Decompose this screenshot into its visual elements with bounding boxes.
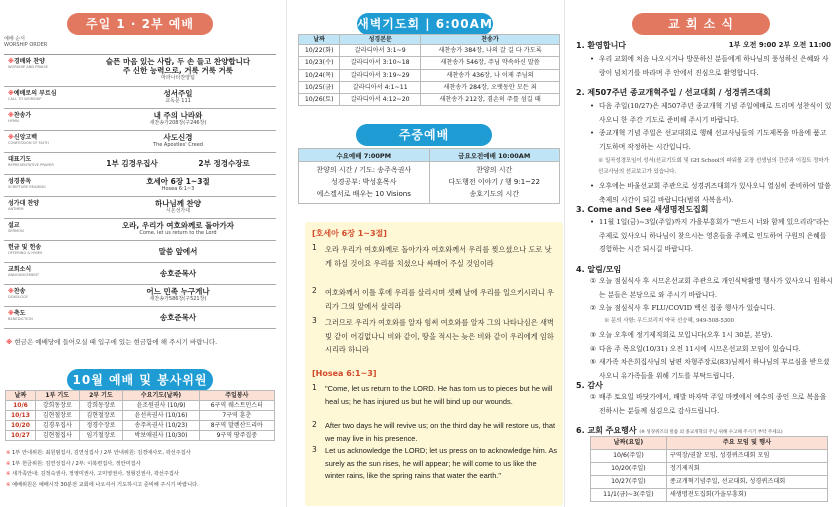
order-content: [82, 221, 274, 237]
order-label: [8, 244, 78, 256]
volunteer-note: [6, 469, 274, 480]
order-row: [4, 285, 276, 307]
order-row: [4, 153, 276, 175]
events-note: (※ 성경퀴즈의 말씀 외 종교개혁의 주님 위해 수고해 주시기 부탁 주세요): [639, 430, 783, 435]
order-label-ko: 설교: [8, 222, 20, 229]
order-label: [8, 222, 78, 234]
table-cell: 8구역 말렌산드리아: [199, 421, 274, 431]
order-sub: The Apostles' Creed: [153, 142, 203, 148]
order-row: [4, 175, 276, 197]
table-cell: 갈라디아서 4:1~11: [340, 81, 421, 93]
order-label-en: REPRESENTATIVE PRAYER: [8, 163, 54, 167]
worship-order-heading: 예배 순서 WORSHIP ORDER: [4, 36, 48, 48]
table-cell: 갈라디아서 4:12~20: [340, 94, 421, 106]
order-label-en: WORSHIP AND PRAISE: [8, 65, 48, 69]
table-header: 1부 기도: [35, 391, 79, 401]
table-cell: 윤조원권사 (10/9): [123, 401, 199, 411]
midweek-table: [298, 148, 560, 204]
order-content: [82, 57, 274, 82]
order-content: [82, 89, 274, 105]
star-icon: ※: [8, 58, 14, 65]
table-cell: 새찬송가 212장, 겸손히 주를 섬길 때: [421, 94, 560, 106]
order-label: [8, 90, 78, 102]
star-icon: ※: [8, 310, 14, 317]
volunteer-notes: [6, 448, 274, 490]
order-label-en: DOXOLOGY: [8, 295, 28, 299]
table-row: [299, 69, 560, 81]
table-row: [591, 476, 828, 489]
note-mark-icon: ※: [6, 481, 12, 488]
table-cell: 정기제직회: [666, 463, 827, 476]
order-main: 송호준목사: [159, 313, 197, 322]
table-header: 2부 기도: [79, 391, 123, 401]
section-notices-title: 4. 알림/모임: [576, 265, 622, 274]
note-mark-icon: ※: [6, 460, 12, 467]
order-row: [4, 87, 276, 109]
order-label-ko: 성경봉독: [8, 178, 32, 185]
worship-title: 주일 1 · 2부 예배: [67, 13, 213, 35]
table-cell: 정경수장로: [79, 421, 123, 431]
order-label: [8, 134, 78, 146]
table-cell: 박보애권사 (10/30): [123, 431, 199, 441]
offering-note: ※ 현금은 예배당에 들어오실 때 입구에 있는 현금함에 해 주시기 바랍니다.: [6, 338, 218, 346]
table-cell: 김현철집사: [35, 431, 79, 441]
table-cell: 10/22(화): [299, 45, 340, 57]
order-label: [8, 112, 78, 124]
order-label-en: SCRIPTURE READING: [8, 185, 46, 189]
table-cell: 종교개혁기념주일, 선교대회, 성경퀴즈대회: [666, 476, 827, 489]
order-content: [82, 287, 274, 303]
table-row: [6, 431, 275, 441]
note-mark-icon: ※: [6, 450, 12, 456]
order-label-en: ANTHEM: [8, 207, 24, 211]
table-header: 날짜(요일): [591, 437, 667, 450]
friday-header: 금요오전예배 10:00AM: [429, 149, 560, 162]
table-header: 찬송가: [421, 35, 560, 45]
table-cell: 강희동장로: [79, 401, 123, 411]
order-label-ko: 대표기도: [8, 156, 32, 163]
table-cell: 갈라디아서 3:10~18: [340, 57, 421, 69]
schedule-table: [5, 390, 275, 441]
events-table: [590, 436, 828, 502]
table-cell: 새찬송가 384장, 나의 갈 길 다 가도록: [421, 45, 560, 57]
news-title: 교 회 소 식: [632, 13, 770, 35]
table-cell: 윤선옥권사 (10/16): [123, 411, 199, 421]
table-header: 날짜: [299, 35, 340, 45]
order-sub: 시온성가대: [165, 208, 191, 214]
order-label-ko: 헌금 및 헌송: [8, 244, 42, 251]
column-divider: [564, 0, 565, 507]
table-cell: 갈라디아서 3:19~29: [340, 69, 421, 81]
order-row: [4, 55, 276, 87]
table-cell: 10/25(금): [299, 81, 340, 93]
section-reformation-title: 2. 제507주년 종교개혁주일 / 선교대회 / 성경퀴즈대회: [576, 88, 771, 97]
volunteer-note: [6, 459, 274, 470]
table-row: [591, 489, 828, 502]
section-thanks-title: 5. 감사: [576, 381, 603, 390]
table-cell: 강희동장로: [35, 401, 79, 411]
table-cell: 임기철장로: [79, 431, 123, 441]
dawn-prayer-title: 새벽기도회 | 6:00AM: [357, 13, 493, 35]
table-row: [6, 421, 275, 431]
order-main: 오라, 우리가 여호와께로 돌아가자: [121, 221, 235, 230]
order-row: [4, 131, 276, 153]
wednesday-header: 수요예배 7:00PM: [299, 149, 430, 162]
table-row: [6, 411, 275, 421]
order-right: 2부 정경수장로: [198, 159, 250, 168]
order-label-en: CONFESSION OF FAITH: [8, 141, 49, 145]
table-cell: 11/1(금)~3(주일): [591, 489, 667, 502]
order-content: [82, 133, 274, 149]
order-label: [8, 266, 78, 278]
order-row: [4, 109, 276, 131]
order-main: 송호준목사: [159, 269, 197, 278]
table-cell: 10/6(주일): [591, 450, 667, 463]
scripture-title-ko: [호세아 6장 1~3절]: [312, 229, 387, 238]
table-cell: 10/20(주일): [591, 463, 667, 476]
schedule-title: 10월 예배 및 봉사위원: [67, 369, 213, 391]
order-main: 슬픈 마음 있는 사람, 두 손 들고 찬양합니다: [105, 57, 251, 66]
star-icon: ※: [8, 288, 14, 295]
order-label-ko: 찬송: [13, 288, 26, 295]
volunteer-note: [6, 448, 274, 459]
order-label-ko: 교회소식: [8, 266, 32, 273]
order-main: 사도신경: [163, 133, 193, 142]
scripture-title-en: [Hosea 6:1~3]: [312, 369, 377, 378]
order-row: [4, 307, 276, 329]
wednesday-details: 찬양의 시간 / 기도: 송주옥권사 성경공부: 박성훈목사 에스겔서로 배우는 10 Visions: [299, 162, 430, 204]
friday-details: 찬양의 시간 다도행전 이야기 / 행 9:1~22 송호기도의 시간: [429, 162, 560, 204]
table-cell: 새찬송가 546장, 주님 약속하신 말씀: [421, 57, 560, 69]
order-label-en: SERMON: [8, 229, 24, 233]
order-sub: Come, let us return to the Lord: [139, 230, 217, 236]
order-main-2: 주 신한 능력으로, 거룩 거룩 거룩: [122, 66, 234, 75]
order-content: [82, 111, 274, 127]
table-cell: 10/6: [6, 401, 36, 411]
order-content: [82, 199, 274, 215]
order-row: [4, 219, 276, 241]
order-label-ko: 신앙고백: [13, 134, 38, 141]
table-header: 수요기도(날짜): [123, 391, 199, 401]
table-cell: 10/27(주일): [591, 476, 667, 489]
table-cell: 김현철장로: [79, 411, 123, 421]
table-cell: 10/23(수): [299, 57, 340, 69]
order-label: [8, 156, 78, 168]
order-label-ko: 찬송가: [13, 112, 32, 119]
order-content: [82, 177, 274, 193]
order-main: 어느 민족 누구게나: [146, 287, 210, 296]
volunteer-note-text: 예배위원은 예배시작 30분전 교회에 나오셔서 기도하시고 준비해 주시기 바랍니다.: [12, 481, 199, 488]
order-label: [8, 200, 78, 212]
order-label: [8, 288, 78, 300]
star-icon: ※: [8, 112, 14, 119]
table-cell: 구역장/권찰 모임, 성경퀴즈대회 모임: [666, 450, 827, 463]
order-main: 말씀 앞에서: [158, 247, 198, 256]
column-divider: [286, 0, 287, 507]
volunteer-note-text: 새가족안내: 김정숙권사, 정영미권사, 고미영권사, 정형진권사, 곽선주집사: [12, 471, 179, 478]
table-header: 주요 모임 및 행사: [666, 437, 827, 450]
volunteer-note-text: 1부 안내위원: 최원범집사, 김연성집사 / 2부 안내위원: 김경애사모, 곽선주집사: [12, 450, 191, 456]
section-events-title: 6. 교회 주요행사 (※ 성경퀴즈의 말씀 외 종교개혁의 주님 위해 수고해 주시기 부탁 주세요): [576, 426, 783, 435]
star-icon: ※: [8, 134, 14, 141]
order-label-ko: 성가대 찬양: [8, 200, 40, 207]
table-cell: 10/24(목): [299, 69, 340, 81]
section-revival-title: 3. Come and See 새생명전도집회: [576, 205, 709, 214]
order-main: 호세아 6장 1~3절: [146, 177, 210, 186]
order-sub: 마라나타찬양팀: [161, 75, 195, 81]
order-main: 성서주일: [163, 89, 193, 98]
order-sub: Hosea 6:1~3: [161, 186, 195, 192]
table-row: [299, 94, 560, 106]
order-label: [8, 58, 78, 70]
order-row: [4, 197, 276, 219]
table-header: 주일봉사: [199, 391, 274, 401]
order-label-en: CALL TO WORSHIP: [8, 97, 42, 101]
table-row: [6, 401, 275, 411]
table-row: [299, 57, 560, 69]
table-header: 날짜: [6, 391, 36, 401]
table-cell: 10/27: [6, 431, 36, 441]
order-sub: 교독문 111: [165, 98, 191, 104]
table-cell: 6구역 웨스트민스터: [199, 401, 274, 411]
worship-order-list: [4, 54, 276, 329]
order-content: [82, 247, 274, 256]
order-label-en: BENEDICTION: [8, 317, 33, 321]
table-cell: 김경우집사: [35, 421, 79, 431]
table-cell: 송주옥권사 (10/23): [123, 421, 199, 431]
order-sub: 새찬송가208장(구246장): [149, 120, 207, 126]
table-row: [591, 450, 828, 463]
table-row: [299, 81, 560, 93]
table-cell: 10/20: [6, 421, 36, 431]
section-welcome-title: 1. 환영합니다: [576, 41, 627, 50]
table-cell: 10/13: [6, 411, 36, 421]
worship-times: 1부 오전 9:00 2부 오전 11:00: [728, 41, 831, 49]
table-header: 성경본문: [340, 35, 421, 45]
note-mark-icon: ※: [6, 471, 12, 478]
volunteer-note: [6, 480, 274, 491]
order-label-ko: 경배와 찬양: [13, 58, 45, 65]
order-label-ko: 예배로의 부르심: [13, 90, 57, 97]
table-row: [299, 45, 560, 57]
order-content: [82, 159, 274, 168]
order-row: [4, 263, 276, 285]
order-sub: 새찬송가586장(구521장): [149, 296, 207, 302]
table-row: [591, 463, 828, 476]
order-main: 내 주의 나라와: [153, 111, 203, 120]
table-cell: 김현철장로: [35, 411, 79, 421]
star-icon: ※: [8, 90, 14, 97]
order-content: [82, 269, 274, 278]
order-label: [8, 178, 78, 190]
table-cell: 10/26(토): [299, 94, 340, 106]
order-main: 하나님께 찬양: [154, 199, 202, 208]
dawn-prayer-table: [298, 34, 560, 106]
midweek-title: 주중예배: [356, 124, 492, 146]
table-cell: 7구역 훈춘: [199, 411, 274, 421]
order-label: [8, 310, 78, 322]
scripture-box: [호세아 6장 1~3절] 1 오라 우리가 여호와께로 돌아가자 여호와께서 우리를 찢으셨으나 도로 낫게 하실 것이요 우리를 치셨으나 싸매어 주실 것임이라 2 여호와께서 이틀 후에 우리를 살리시며 셋째 날에 우리를 일으키시리니 우리가 그의 앞에서 살리라 3 그러므로 우리가 여호와를 알자 힘써 여호와를 알자 그의 나타나심은 새벽 빛 같이 어김없나니 비와 같이, 땅을 적시는 늦은 비와 같이 우리에게 임하시리라 하니라 [Hosea 6:1~3] 1 "Come, let us return to the LORD. He has torn us to pieces but he will heal us; he has injured us but he will bind up our wounds. 2 After two days he will revive us; on the third day he will restore us, that we may live in his presence. 3 Let us acknowledge the LORD; let us press on to acknowledge him. As surely as the sun rises, he will appear; he will come to us like the winter rains, like the spring rains that water the earth.": [305, 222, 563, 506]
order-label-en: HYMN: [8, 119, 19, 123]
order-content: [82, 313, 274, 322]
table-cell: 갈라디아서 3:1~9: [340, 45, 421, 57]
table-cell: 9구역 땅주집중: [199, 431, 274, 441]
order-label-en: OFFERING & HYMN: [8, 251, 43, 255]
order-label-en: ANNOUNCEMENT: [8, 273, 40, 277]
order-label-ko: 축도: [13, 310, 26, 317]
table-cell: 새찬송가 436장, 나 이제 주님의: [421, 69, 560, 81]
order-row: [4, 241, 276, 263]
volunteer-note-text: 1부 헌금위원: 김연성집사 / 2부: 이복련집사, 정안미집사: [12, 460, 141, 467]
order-left: 1부 김경우집사: [106, 159, 158, 168]
table-cell: 새생명전도집회(가을부흥회): [666, 489, 827, 502]
table-cell: 새찬송가 284장, 오랫동안 모든 죄: [421, 81, 560, 93]
